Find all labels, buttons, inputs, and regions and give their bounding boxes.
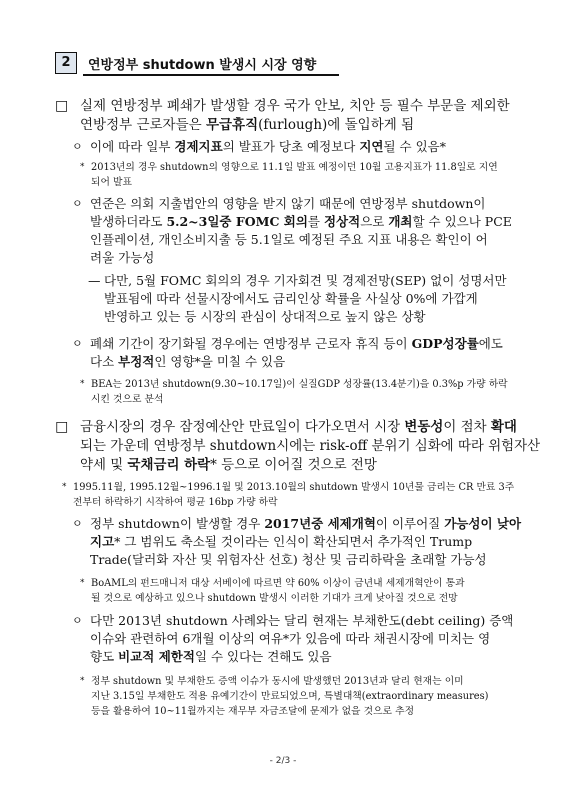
p1-line2: 연방정부 근로자들은 무급휴직(furlough)에 돌입하게 됨 [80, 117, 415, 133]
paragraph-2b: ㅇ 다만 2013년 shutdown 사례와는 달리 현재는 부채한도(debt ceiling) 증액 이슈와 관련하여 6개월 이상의 여유*가 있음에 따라 채권시장에 미치는 영 향도 비교적 제한적일 수 있다는 견해도 있음 [72, 613, 514, 664]
note-marker: * [80, 676, 85, 686]
section-title: 연방정부 shutdown 발생시 시장 영향 [88, 58, 317, 73]
circle-bullet: ㅇ [72, 614, 83, 627]
note-marker: * [80, 379, 85, 389]
circle-bullet: ㅇ [72, 337, 83, 350]
emph-unpaid-leave: 무급휴직 [205, 117, 259, 133]
footnote-5: * 정부 shutdown 및 부채한도 증액 이슈가 동시에 발생했던 2013년과 달리 현재는 이미 지난 3.15일 부채한도 적용 유예기간이 만료되었으며, 특별대책(extraordinary measures) 등을 활용하여 10~11월까지는 재무부 자금조달에 문제가 없을 것으로 추정 [80, 676, 489, 717]
paragraph-2a: ㅇ 정부 shutdown이 발생할 경우 2017년중 세제개혁이 이루어질 가능성이 낮아 지고* 그 범위도 축소될 것이라는 인식이 확산되면서 추가적인 Trump Trade(달러화 자산 및 위험자산 선호) 청산 및 금리하락을 초래할 가능성 [72, 516, 522, 567]
circle-bullet: ㅇ [72, 517, 83, 530]
dash-bullet: — [88, 273, 101, 288]
paragraph-1a: ㅇ 이에 따라 일부 경제지표의 발표가 당초 예정보다 지연될 수 있음* [72, 139, 446, 154]
footnote-4: * BoAML의 펀드매니저 대상 서베이에 따르면 약 60% 이상이 금년내 세제개혁안이 통과 될 것으로 예상하고 있으나 shutdown 발생시 이러한 기대가 크게 낮아질 것으로 전망 [80, 578, 465, 604]
paragraph-1b: ㅇ 연준은 의회 지출법안의 영향을 받지 않기 때문에 연방정부 shutdown이 발생하더라도 5.2~3일중 FOMC 회의를 정상적으로 개최할 수 있으나 PCE 인플레이션, 개인소비지출 등 5.1일로 예정된 주요 지표 내용은 확인이 어 려울 가능성 [72, 196, 512, 265]
section-header [55, 52, 340, 78]
circle-bullet: ㅇ [72, 140, 83, 153]
box-bullet: □ [55, 419, 69, 435]
p1-line1: 실제 연방정부 폐쇄가 발생할 경우 국가 안보, 치안 등 필수 부문을 제외한 [80, 98, 510, 114]
paragraph-1c: — 다만, 5월 FOMC 회의의 경우 기자회견 및 경제전망(SEP) 없이 성명서만 발표됨에 따라 선물시장에서도 금리인상 확률을 사실상 0%에 가깝게 반영하고 있는 등 시장의 관심이 상대적으로 높지 않은 상황 [88, 273, 507, 324]
note-marker: * [62, 482, 67, 492]
section-underline [83, 74, 339, 76]
note-marker: * [80, 162, 85, 172]
page-number: - 2/3 - [269, 756, 297, 766]
footnote-3: * 1995.11월, 1995.12월~1996.1월 및 2013.10월의 shutdown 발생시 10년물 금리는 CR 만료 3주 전부터 하락하기 시작하여 평균 16bp 가량 하락 [62, 482, 515, 508]
footnote-2: * BEA는 2013년 shutdown(9.30~10.17일)이 실질GDP 성장률(13.4분기)을 0.3%p 가량 하락 시킨 것으로 분석 [80, 379, 508, 405]
paragraph-1 [55, 97, 510, 135]
section-number: 2 [55, 52, 77, 74]
paragraph-1d: ㅇ 폐쇄 기간이 장기화될 경우에는 연방정부 근로자 휴직 등이 GDP성장률에도 다소 부정적인 영향*을 미칠 수 있음 [72, 336, 503, 369]
footnote-1: * 2013년의 경우 shutdown의 영향으로 11.1일 발표 예정이던 10월 고용지표가 11.8일로 지연 되어 발표 [80, 162, 498, 188]
box-bullet: □ [55, 98, 69, 114]
note-marker: * [80, 578, 85, 588]
circle-bullet: ㅇ [72, 197, 83, 210]
paragraph-2: □ 금융시장의 경우 잠정예산안 만료일이 다가오면서 시장 변동성이 점차 확대 되는 가운데 연방정부 shutdown시에는 risk-off 분위기 심화에 따라 위험자산 약세 및 국채금리 하락* 등으로 이어질 것으로 전망 [55, 419, 541, 473]
